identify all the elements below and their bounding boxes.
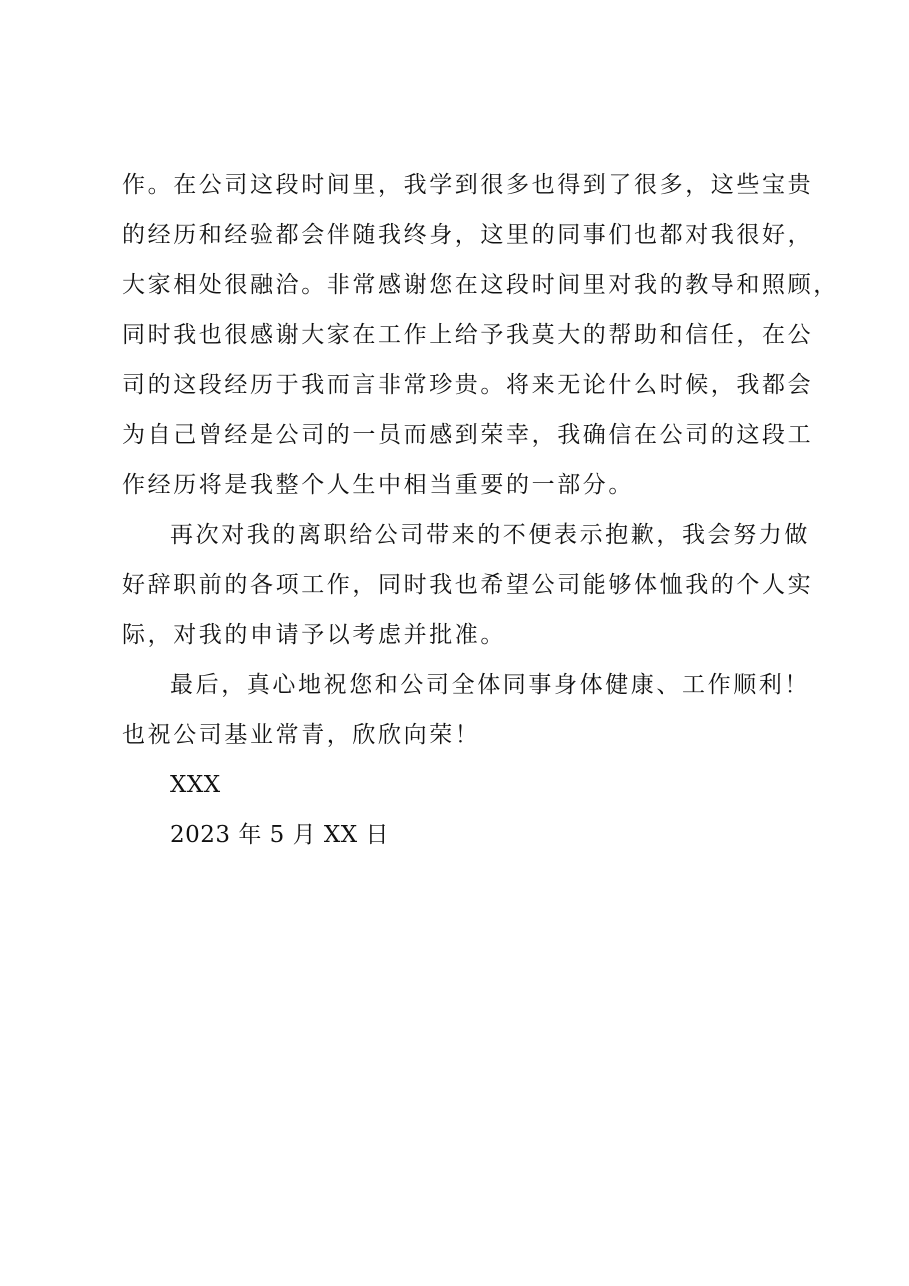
text-line: 也祝公司基业常青，欣欣向荣！ xyxy=(122,722,481,748)
text-line: 际，对我的申请予以考虑并批准。 xyxy=(122,622,506,648)
text-line: 的经历和经验都会伴随我终身，这里的同事们也都对我很好， xyxy=(122,222,814,248)
text-line: 作经历将是我整个人生中相当重要的一部分。 xyxy=(122,472,634,498)
date: 2023 年 5 月 XX 日 xyxy=(170,822,389,848)
text-line: 大家相处很融洽。非常感谢您在这段时间里对我的教导和照顾， xyxy=(122,272,839,298)
text-line: 好辞职前的各项工作，同时我也希望公司能够体恤我的个人实 xyxy=(122,572,814,598)
text-line: 最后，真心地祝您和公司全体同事身体健康、工作顺利！ xyxy=(170,672,810,698)
signature: XXX xyxy=(170,772,221,798)
text-line: 为自己曾经是公司的一员而感到荣幸，我确信在公司的这段工 xyxy=(122,422,814,448)
text-line: 司的这段经历于我而言非常珍贵。将来无论什么时候，我都会 xyxy=(122,372,814,398)
text-line: 同时我也很感谢大家在工作上给予我莫大的帮助和信任，在公 xyxy=(122,322,814,348)
text-line: 再次对我的离职给公司带来的不便表示抱歉，我会努力做 xyxy=(170,522,810,548)
text-line: 作。在公司这段时间里，我学到很多也得到了很多，这些宝贵 xyxy=(122,172,814,198)
